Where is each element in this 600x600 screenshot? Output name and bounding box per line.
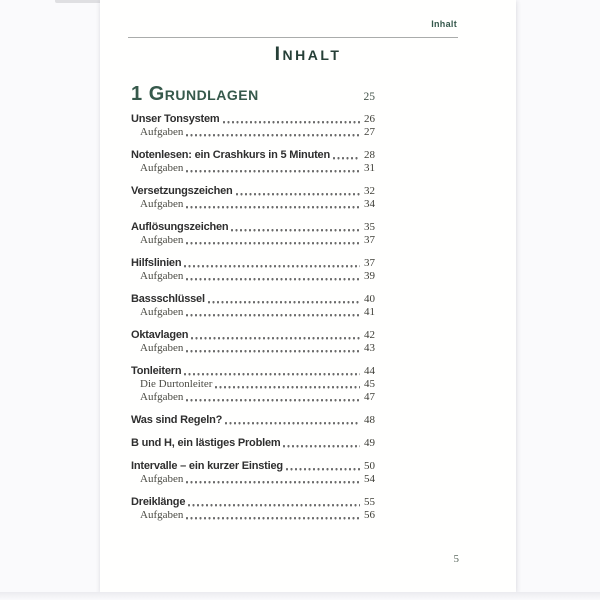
toc-entry-page: 34 — [364, 198, 375, 210]
toc-entry-label: Aufgaben — [140, 270, 184, 282]
toc-entry-label: Aufgaben — [140, 126, 184, 138]
toc-entry-page: 44 — [364, 365, 375, 377]
toc-entry-page: 37 — [364, 257, 375, 269]
toc-row — [131, 509, 375, 522]
toc-entry-label: Versetzungszeichen — [131, 185, 233, 197]
dot-leader — [186, 306, 360, 319]
toc-row — [131, 391, 375, 404]
chapter-title — [131, 83, 259, 105]
toc-group — [131, 365, 375, 404]
toc-group — [131, 149, 375, 175]
page-number: 5 — [453, 553, 459, 565]
toc-entry-label: Aufgaben — [140, 391, 184, 403]
dot-leader — [186, 162, 360, 175]
toc-entry-page: 45 — [364, 378, 375, 390]
toc-group — [131, 496, 375, 522]
dot-leader — [286, 460, 360, 473]
toc-entry-page: 40 — [364, 293, 375, 305]
toc-entry-label: Aufgaben — [140, 234, 184, 246]
dot-leader — [184, 365, 360, 378]
toc-entry-label: Aufgaben — [140, 198, 184, 210]
running-head: Inhalt — [431, 19, 457, 29]
toc-row — [131, 185, 375, 198]
toc-row — [131, 460, 375, 473]
dot-leader — [215, 378, 360, 391]
dot-leader — [186, 234, 360, 247]
toc-entry-page: 31 — [364, 162, 375, 174]
book-page — [100, 0, 516, 592]
toc-group — [131, 414, 375, 427]
toc-row — [131, 257, 375, 270]
dot-leader — [208, 293, 360, 306]
toc-entry-page: 26 — [364, 113, 375, 125]
toc-group — [131, 293, 375, 319]
dot-leader — [236, 185, 360, 198]
toc-row — [131, 293, 375, 306]
toc-entry-label: B und H, ein lästiges Problem — [131, 437, 281, 449]
page-bottom-edge — [0, 592, 600, 600]
toc-list — [131, 113, 375, 522]
toc-entry-label: Was sind Regeln? — [131, 414, 223, 426]
toc-entry-page: 47 — [364, 391, 375, 403]
toc-entry-page: 42 — [364, 329, 375, 341]
dot-leader — [186, 198, 360, 211]
toc-entry-page: 37 — [364, 234, 375, 246]
toc-group — [131, 460, 375, 486]
toc-entry-label: Hilfslinien — [131, 257, 182, 269]
toc-entry-label: Dreiklänge — [131, 496, 186, 508]
toc-entry-label: Tonleitern — [131, 365, 182, 377]
dot-leader — [186, 391, 360, 404]
toc-row — [131, 113, 375, 126]
toc-entry-page: 27 — [364, 126, 375, 138]
toc-group — [131, 329, 375, 355]
toc-entry-page: 39 — [364, 270, 375, 282]
toc-entry-label: Aufgaben — [140, 342, 184, 354]
toc-row — [131, 234, 375, 247]
toc-row — [131, 414, 375, 427]
toc-entry-page: 28 — [364, 149, 375, 161]
toc-row — [131, 221, 375, 234]
toc-entry-page: 55 — [364, 496, 375, 508]
toc-entry-label: Unser Tonsystem — [131, 113, 220, 125]
toc-group — [131, 221, 375, 247]
dot-leader — [188, 496, 360, 509]
dot-leader — [283, 437, 360, 450]
toc-row — [131, 306, 375, 319]
toc-row — [131, 329, 375, 342]
dot-leader — [186, 509, 360, 522]
dot-leader — [186, 473, 360, 486]
toc-entry-page: 56 — [364, 509, 375, 521]
toc-entry-label: Aufgaben — [140, 509, 184, 521]
dot-leader — [231, 221, 360, 234]
toc-entry-page: 48 — [364, 414, 375, 426]
toc-entry-label: Aufgaben — [140, 306, 184, 318]
dot-leader — [225, 414, 360, 427]
toc-entry-page: 43 — [364, 342, 375, 354]
toc-entry-label: Intervalle – ein kurzer Einstieg — [131, 460, 283, 472]
toc-entry-label: Bassschlüssel — [131, 293, 205, 305]
toc-row — [131, 473, 375, 486]
dot-leader — [223, 113, 361, 126]
toc-row — [131, 270, 375, 283]
toc-entry-label: Oktavlagen — [131, 329, 189, 341]
toc-row — [131, 126, 375, 139]
toc-entry-label: Aufgaben — [140, 162, 184, 174]
toc-entry-label: Aufgaben — [140, 473, 184, 485]
toc-row — [131, 365, 375, 378]
dot-leader — [186, 126, 360, 139]
toc-row — [131, 149, 375, 162]
toc-entry-page: 54 — [364, 473, 375, 485]
toc-row — [131, 437, 375, 450]
dot-leader — [191, 329, 360, 342]
toc-entry-page: 35 — [364, 221, 375, 233]
toc-row — [131, 496, 375, 509]
toc-entry-page: 32 — [364, 185, 375, 197]
page-title: Inhalt — [274, 43, 342, 65]
toc-group — [131, 437, 375, 450]
toc-entry-page: 50 — [364, 460, 375, 472]
toc-group — [131, 257, 375, 283]
toc-row — [131, 198, 375, 211]
toc-entry-label: Die Durtonleiter — [140, 378, 213, 390]
toc-entry-label: Auflösungszeichen — [131, 221, 229, 233]
header-rule — [128, 37, 458, 38]
dot-leader — [184, 257, 360, 270]
toc-row — [131, 378, 375, 391]
dot-leader — [333, 149, 360, 162]
toc-group — [131, 113, 375, 139]
chapter-heading — [131, 83, 375, 105]
toc-row — [131, 162, 375, 175]
toc-entry-page: 41 — [364, 306, 375, 318]
chapter-number: 1 — [131, 83, 143, 105]
dot-leader — [186, 342, 360, 355]
dot-leader — [186, 270, 360, 283]
toc-entry-label: Notenlesen: ein Crashkurs in 5 Minuten — [131, 149, 330, 161]
toc-entry-page: 49 — [364, 437, 375, 449]
toc-row — [131, 342, 375, 355]
chapter-label: Grundlagen — [148, 83, 259, 105]
chapter-page-number: 25 — [363, 91, 375, 103]
toc-group — [131, 185, 375, 211]
